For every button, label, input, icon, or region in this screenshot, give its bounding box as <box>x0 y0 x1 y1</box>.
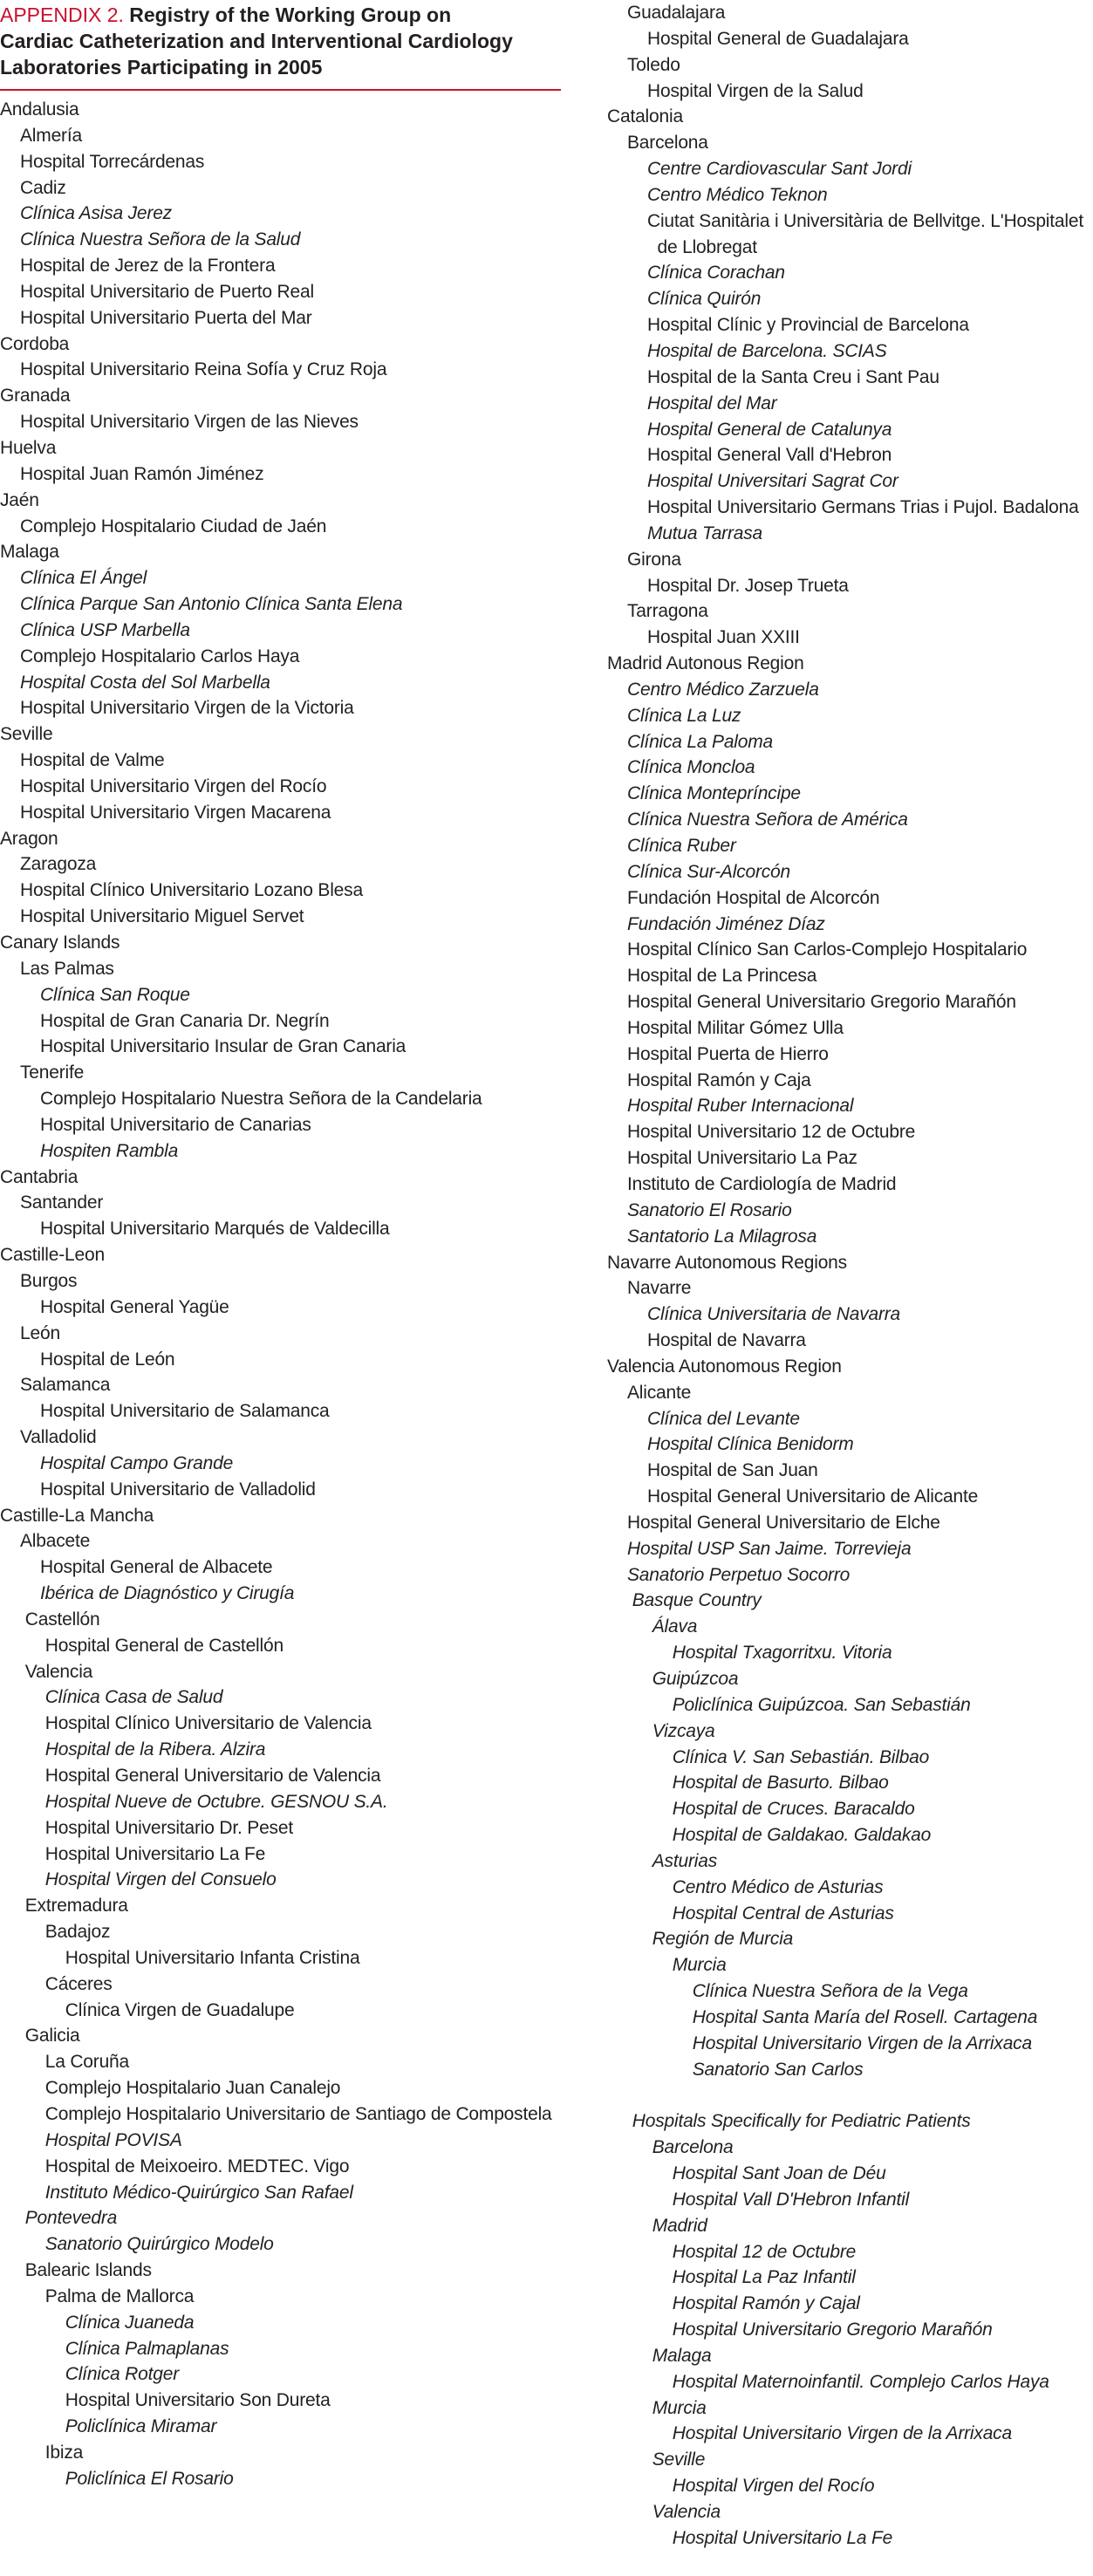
registry-entry: Complejo Hospitalario Universitario de Santiago de Compostela <box>44 2103 552 2124</box>
registry-entry: Murcia <box>652 2397 707 2418</box>
registry-entry: Murcia <box>672 1955 727 1976</box>
registry-entry: Hospital Universitario Puerta del Mar <box>20 307 312 328</box>
registry-entry: Fundación Jiménez Díaz <box>627 913 825 934</box>
registry-entry: Barcelona <box>652 2137 734 2158</box>
registry-entry: Asturias <box>652 1850 718 1871</box>
appendix-label: APPENDIX 2. <box>0 3 124 26</box>
registry-entry: Hospital Universitario de Salamanca <box>40 1401 330 1422</box>
registry-entry: Hospital del Mar <box>647 393 777 413</box>
registry-entry: Clínica del Levante <box>647 1408 800 1429</box>
title-line-3: Laboratories Participating in 2005 <box>0 56 323 79</box>
registry-entry: Hospital General de Guadalajara <box>647 28 909 49</box>
registry-entry: Clínica Montepríncipe <box>627 783 801 804</box>
registry-entry: Hospital POVISA <box>44 2129 182 2150</box>
registry-entry: Hospital Universitario de Canarias <box>40 1114 311 1135</box>
region-heading: Valencia Autonomous Region <box>607 1356 842 1377</box>
registry-entry: Fundación Hospital de Alcorcón <box>627 887 880 908</box>
registry-entry: Complejo Hospitalario Juan Canalejo <box>44 2078 341 2099</box>
registry-entry: Hospital de Basurto. Bilbao <box>672 1773 889 1794</box>
registry-entry: Hospital Santa María del Rosell. Cartagena <box>692 2006 1038 2027</box>
registry-entry: Clínica Universitaria de Navarra <box>647 1304 901 1325</box>
registry-entry: Hospital Dr. Josep Trueta <box>647 575 849 596</box>
registry-entry: Hospital Sant Joan de Déu <box>672 2163 886 2184</box>
region-heading: Canary Islands <box>0 933 120 953</box>
registry-entry: Clínica Corachan <box>647 263 785 284</box>
registry-entry: Hospital General Universitario de Valencia <box>44 1766 381 1786</box>
registry-entry: Hospital de la Ribera. Alzira <box>44 1739 266 1760</box>
registry-entry: Madrid <box>652 2215 707 2236</box>
registry-entry: Hospital Ramón y Caja <box>627 1069 811 1090</box>
registry-entry: Valencia <box>652 2502 721 2522</box>
registry-entry: Instituto Médico-Quirúrgico San Rafael <box>44 2182 353 2203</box>
registry-entry: Toledo <box>627 54 680 75</box>
registry-entry: Hospital Ramón y Cajal <box>672 2293 860 2314</box>
registry-entry: Hospital General Universitario Gregorio Marañón <box>627 992 1016 1013</box>
registry-entry: de Llobregat <box>657 236 757 257</box>
registry-entry: Galicia <box>24 2026 80 2046</box>
registry-entry: Hospital Universitario Reina Sofía y Cruz Roja <box>20 359 387 380</box>
registry-entry: Burgos <box>20 1270 78 1291</box>
registry-entry: Hospital Clínic y Provincial de Barcelona <box>647 315 969 336</box>
registry-entry: Hospital Universitario Marqués de Valdecilla <box>40 1219 390 1240</box>
registry-entry: Albacete <box>20 1531 91 1552</box>
registry-entry: Hospital Universitario Gregorio Marañón <box>672 2320 993 2340</box>
registry-entry: Hospital de Cruces. Baracaldo <box>672 1799 915 1820</box>
registry-entry: Clínica Ruber <box>627 836 736 856</box>
spacer <box>607 2083 1093 2109</box>
registry-entry: Valencia <box>24 1661 93 1682</box>
registry-entry: Hospital La Paz Infantil <box>672 2267 856 2288</box>
registry-entry: Hospiten Rambla <box>40 1140 179 1161</box>
registry-entry: Sanatorio Quirúrgico Modelo <box>44 2234 274 2255</box>
registry-entry: Hospital Nueve de Octubre. GESNOU S.A. <box>44 1791 388 1812</box>
registry-entry: Alicante <box>627 1382 692 1403</box>
title-line-1: Registry of the Working Group on <box>129 3 452 26</box>
registry-entry: Basque Country <box>632 1590 762 1611</box>
registry-entry: Ibiza <box>44 2442 84 2463</box>
registry-entry: Hospital General Yagüe <box>40 1296 229 1317</box>
registry-entry: Hospital Torrecárdenas <box>20 151 205 172</box>
registry-entry: Palma de Mallorca <box>44 2286 195 2306</box>
registry-entry: Sanatorio El Rosario <box>627 1199 792 1220</box>
registry-entry: Hospital USP San Jaime. Torrevieja <box>627 1538 912 1559</box>
registry-entry: Hospital Vall D'Hebron Infantil <box>672 2189 910 2210</box>
header-rule <box>0 89 561 91</box>
region-heading: Andalusia <box>0 99 79 120</box>
registry-entry: Clínica Juaneda <box>65 2312 195 2333</box>
registry-entry: Hospital General Vall d'Hebron <box>647 445 892 466</box>
registry-entry: Hospital General de Albacete <box>40 1557 273 1578</box>
registry-entry: Hospital Clínica Benidorm <box>647 1434 854 1455</box>
registry-entry: Región de Murcia <box>652 1929 794 1950</box>
registry-entry: Complejo Hospitalario Carlos Haya <box>20 646 300 666</box>
registry-entry: Hospital 12 de Octubre <box>672 2241 857 2262</box>
registry-entry: Clínica Asisa Jerez <box>20 203 172 224</box>
registry-entry: Hospital Puerta de Hierro <box>627 1043 829 1064</box>
registry-entry: Hospital Ruber Internacional <box>627 1096 854 1117</box>
registry-entry: Hospital Universitario Virgen de la Arrixaca <box>672 2423 1012 2444</box>
registry-entry: Tarragona <box>627 601 708 622</box>
registry-entry: Hospitals Specifically for Pediatric Patients <box>632 2111 971 2132</box>
registry-entry: Hospital Universitario 12 de Octubre <box>627 1122 916 1143</box>
registry-entry: Clínica Rotger <box>65 2364 180 2385</box>
registry-entry: Castellón <box>24 1609 100 1630</box>
registry-entry: Hospital Militar Gómez Ulla <box>627 1017 844 1038</box>
registry-entry: Policlínica Guipúzcoa. San Sebastián <box>672 1694 971 1715</box>
registry-entry: Hospital Universitari Sagrat Cor <box>647 471 898 492</box>
registry-entry: Seville <box>652 2450 706 2470</box>
region-heading: Malaga <box>0 542 59 563</box>
registry-entry: Sanatorio Perpetuo Socorro <box>627 1564 850 1585</box>
registry-entry: Hospital General de Catalunya <box>647 419 892 440</box>
registry-entry: Hospital Clínico Universitario Lozano Blesa <box>20 880 363 901</box>
registry-entry: Hospital de Jerez de la Frontera <box>20 256 276 277</box>
region-heading: Navarre Autonomous Regions <box>607 1252 847 1273</box>
registry-entry: Clínica La Luz <box>627 705 741 726</box>
registry-entry: Clínica V. San Sebastián. Bilbao <box>672 1746 930 1767</box>
registry-entry: Policlínica El Rosario <box>65 2468 234 2489</box>
registry-entry: Clínica Sur-Alcorcón <box>627 861 791 882</box>
registry-entry: Hospital Central de Asturias <box>672 1903 894 1923</box>
registry-entry: Balearic Islands <box>24 2260 152 2281</box>
region-heading: Madrid Autonous Region <box>607 653 804 674</box>
registry-entry: Centro Médico de Asturias <box>672 1876 884 1897</box>
registry-entry: Hospital de Navarra <box>647 1330 806 1351</box>
registry-entry: Hospital Universitario La Fe <box>672 2527 893 2548</box>
registry-entry: Badajoz <box>44 1922 111 1943</box>
registry-entry: Hospital Juan Ramón Jiménez <box>20 463 264 484</box>
registry-entry: Hospital Universitario Miguel Servet <box>20 906 304 927</box>
registry-entry: Mutua Tarrasa <box>647 523 763 543</box>
registry-entry: Cáceres <box>44 1973 113 1994</box>
registry-entry: Centre Cardiovascular Sant Jordi <box>647 159 912 180</box>
registry-entry: Hospital Universitario Virgen de la Arrixaca <box>692 2033 1032 2053</box>
registry-entry: Clínica Nuestra Señora de la Vega <box>692 1981 968 2002</box>
registry-entry: Clínica La Paloma <box>627 731 774 752</box>
registry-entry: Hospital de San Juan <box>647 1460 818 1481</box>
registry-entry: Hospital General de Castellón <box>44 1635 283 1656</box>
registry-entry: Hospital Virgen de la Salud <box>647 80 864 101</box>
registry-entry: Zaragoza <box>20 854 97 875</box>
registry-entry: Hospital de León <box>40 1349 175 1370</box>
registry-entry: Hospital Maternoinfantil. Complejo Carlos Haya <box>672 2371 1049 2392</box>
registry-entry: Sanatorio San Carlos <box>692 2059 864 2080</box>
registry-entry: Valladolid <box>20 1427 97 1448</box>
registry-entry: Complejo Hospitalario Ciudad de Jaén <box>20 516 327 536</box>
registry-entry: Hospital Universitario Virgen de la Victoria <box>20 698 354 719</box>
registry-entry: Vizcaya <box>652 1720 715 1741</box>
appendix-header <box>0 0 576 80</box>
registry-entry: Extremadura <box>24 1896 128 1917</box>
registry-entry: Hospital Universitario Virgen Macarena <box>20 802 331 823</box>
registry-entry: La Coruña <box>44 2052 130 2073</box>
region-heading: Castille-Leon <box>0 1245 105 1266</box>
registry-entry: Hospital Universitario Dr. Peset <box>44 1817 293 1838</box>
registry-entry: Clínica Nuestra Señora de la Salud <box>20 229 301 250</box>
registry-entry: Hospital Universitario La Fe <box>44 1843 266 1864</box>
registry-entry: Policlínica Miramar <box>65 2416 217 2437</box>
right-list <box>607 0 1093 2552</box>
registry-entry: Hospital Universitario de Valladolid <box>40 1479 316 1500</box>
registry-entry: Hospital de Galdakao. Galdakao <box>672 1825 932 1846</box>
registry-entry: Hospital de Barcelona. SCIAS <box>647 340 887 361</box>
registry-entry: Hospital de Gran Canaria Dr. Negrín <box>40 1010 330 1031</box>
registry-entry: Clínica El Ángel <box>20 568 147 589</box>
registry-entry: Clínica Quirón <box>647 289 762 310</box>
registry-entry: León <box>20 1322 60 1343</box>
region-heading: Castille-La Mancha <box>0 1505 154 1526</box>
registry-entry: Hospital Virgen del Rocío <box>672 2476 875 2497</box>
region-heading: Cantabria <box>0 1166 79 1187</box>
registry-entry: Hospital Costa del Sol Marbella <box>20 672 270 693</box>
registry-entry: Clínica Parque San Antonio Clínica Santa Elena <box>20 594 403 615</box>
registry-entry: Clínica Nuestra Señora de América <box>627 810 908 830</box>
registry-entry: Santatorio La Milagrosa <box>627 1226 817 1247</box>
registry-entry: Hospital Juan XXIII <box>647 627 800 648</box>
left-list <box>0 97 576 2492</box>
registry-entry: Hospital Universitario Infanta Cristina <box>65 1947 360 1968</box>
registry-entry: Clínica Palmaplanas <box>65 2338 229 2359</box>
registry-entry: Instituto de Cardiología de Madrid <box>627 1173 897 1194</box>
registry-entry: Hospital Txagorritxu. Vitoria <box>672 1643 892 1664</box>
registry-entry: Centro Médico Zarzuela <box>627 679 819 700</box>
registry-entry: Hospital Clínico Universitario de Valencia <box>44 1713 372 1734</box>
registry-entry: Las Palmas <box>20 958 114 979</box>
registry-entry: Complejo Hospitalario Nuestra Señora de la Candelaria <box>40 1089 482 1110</box>
registry-entry: Clínica San Roque <box>40 984 190 1005</box>
registry-entry: Malaga <box>652 2345 712 2366</box>
registry-entry: Hospital Universitario Virgen de las Nieves <box>20 412 359 433</box>
registry-entry: Ciutat Sanitària i Universitària de Bellvitge. L'Hospitalet <box>647 210 1083 231</box>
registry-entry: Hospital Universitario Son Dureta <box>65 2390 331 2411</box>
region-heading: Huelva <box>0 437 57 458</box>
registry-entry: Santander <box>20 1192 104 1213</box>
registry-entry: Hospital de Meixoeiro. MEDTEC. Vigo <box>44 2156 350 2176</box>
registry-entry: Clínica Moncloa <box>627 757 755 778</box>
registry-entry: Guadalajara <box>627 3 726 23</box>
registry-entry: Hospital de La Princesa <box>627 966 817 987</box>
registry-entry: Cadiz <box>20 177 66 198</box>
registry-entry: Álava <box>652 1616 698 1637</box>
registry-entry: Barcelona <box>627 133 708 154</box>
region-heading: Seville <box>0 724 53 745</box>
region-heading: Granada <box>0 386 71 407</box>
registry-entry: Pontevedra <box>24 2208 118 2229</box>
region-heading: Cordoba <box>0 333 70 354</box>
registry-entry: Ibérica de Diagnóstico y Cirugía <box>40 1583 295 1604</box>
region-heading: Aragon <box>0 828 58 849</box>
region-heading: Jaén <box>0 489 39 510</box>
registry-entry: Hospital Virgen del Consuelo <box>44 1869 277 1890</box>
registry-entry: Hospital Universitario Virgen del Rocío <box>20 776 327 796</box>
registry-entry: Hospital General Universitario de Alicante <box>647 1486 979 1507</box>
registry-entry: Hospital Universitario Germans Trias i Pujol. Badalona <box>647 497 1079 518</box>
registry-entry: Almería <box>20 125 82 146</box>
registry-entry: Guipúzcoa <box>652 1669 739 1689</box>
registry-entry: Hospital de la Santa Creu i Sant Pau <box>647 366 939 387</box>
registry-entry: Salamanca <box>20 1375 111 1396</box>
registry-entry: Hospital de Valme <box>20 750 165 771</box>
registry-entry: Hospital Universitario La Paz <box>627 1148 857 1169</box>
registry-entry: Navarre <box>627 1278 692 1299</box>
registry-entry: Clínica Casa de Salud <box>44 1687 223 1708</box>
registry-entry: Girona <box>627 549 681 570</box>
registry-entry: Hospital Clínico San Carlos-Complejo Hospitalario <box>627 940 1028 960</box>
right-column <box>607 0 1093 2552</box>
registry-entry: Tenerife <box>20 1063 85 1083</box>
title-line-2: Cardiac Catheterization and Interventional Cardiology <box>0 30 513 52</box>
registry-entry: Clínica USP Marbella <box>20 619 190 640</box>
registry-entry: Hospital Universitario Insular de Gran Canaria <box>40 1036 406 1057</box>
registry-entry: Hospital Universitario de Puerto Real <box>20 281 314 302</box>
registry-entry: Clínica Virgen de Guadalupe <box>65 1999 295 2020</box>
region-heading: Catalonia <box>607 106 683 127</box>
header-line-1 <box>0 2 576 28</box>
registry-entry: Centro Médico Teknon <box>647 184 828 205</box>
registry-entry: Hospital General Universitario de Elche <box>627 1512 940 1533</box>
registry-entry: Hospital Campo Grande <box>40 1452 234 1473</box>
